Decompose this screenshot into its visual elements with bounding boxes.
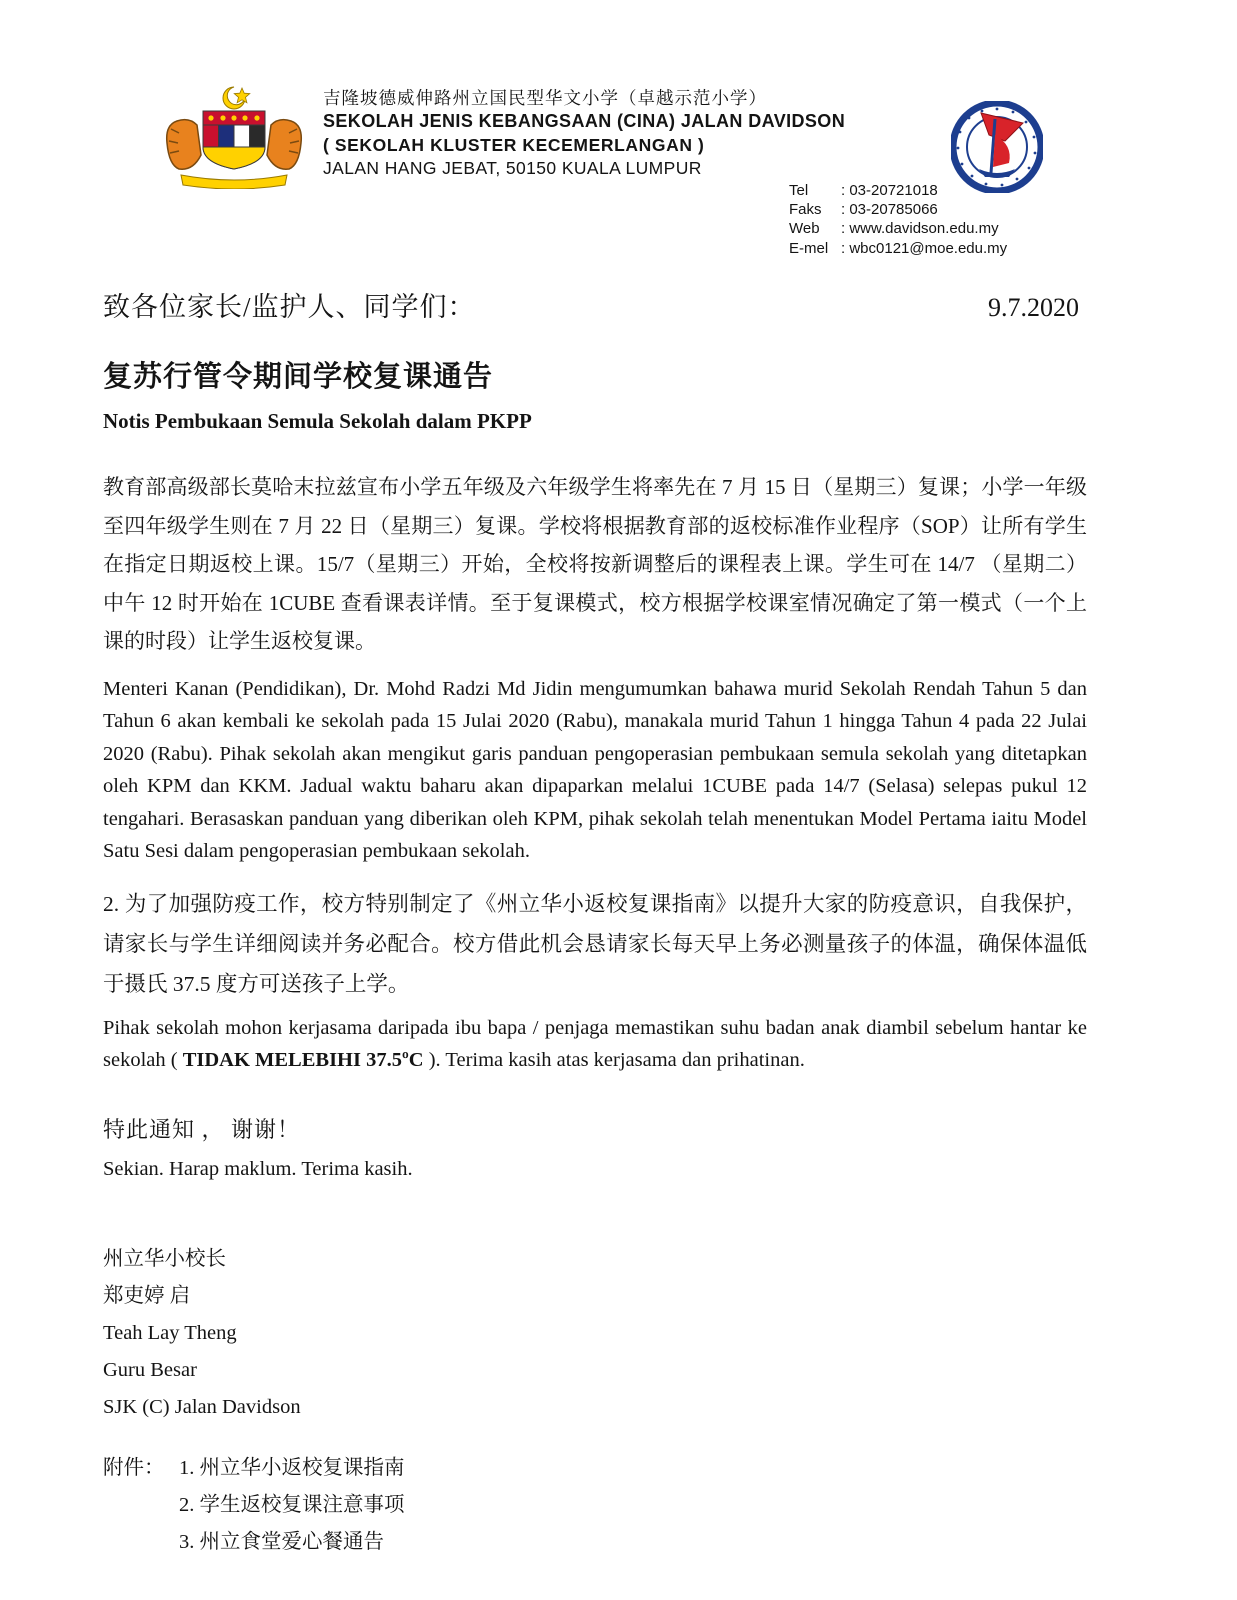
paragraph-2-malay-bold: TIDAK MELEBIHI 37.5ºC — [182, 1049, 424, 1071]
school-name-chinese: 吉隆坡德威伸路州立国民型华文小学（卓越示范小学） — [323, 88, 767, 108]
signature-name-chinese: 郑吏婷 启 — [103, 1284, 191, 1307]
signature-title-chinese: 州立华小校长 — [103, 1247, 226, 1270]
contact-email-label: E-mel — [789, 239, 829, 257]
salutation: 致各位家长/监护人、同学们： — [103, 292, 476, 322]
malaysia-coat-of-arms-logo — [163, 85, 305, 189]
signature-position: Guru Besar — [103, 1358, 197, 1381]
contact-faks-label: Faks — [789, 201, 822, 219]
closing-malay: Sekian. Harap maklum. Terima kasih. — [103, 1157, 413, 1180]
attachments-section — [103, 1450, 1087, 1561]
attachment-item-3: 3. 州立食堂爱心餐通告 — [179, 1530, 384, 1553]
letter-title-chinese: 复苏行管令期间学校复课通告 — [103, 361, 494, 393]
contact-email-value: : wbc0121@moe.edu.my — [841, 239, 1008, 257]
attachment-item-2: 2. 学生返校复课注意事项 — [179, 1493, 405, 1516]
salutation-row — [103, 285, 1087, 324]
contact-tel — [789, 181, 1007, 200]
contact-tel-value: : 03-20721018 — [841, 182, 938, 199]
paragraph-1-chinese: 教育部高级部长莫哈末拉兹宣布小学五年级及六年级学生将率先在 7 月 15 日（星期三）复课；小学一年级至四年级学生则在 7 月 22 日（星期三）复课。学校将根据教育部的返校标准作业程序（SOP）让所有学生在指定日期返校上课。15/7（星期三）开始，全校将按新调整后的课程表上课。学生可在 14/7 （星期二）中午 12 时开始在 1CUBE 查看课表详情。至于复课模式，校方根据学校课室情况确定了第一模式（一个上课的时段）让学生返校复课。 — [103, 475, 1087, 653]
contact-block — [789, 181, 1007, 258]
attachments-label: 附件： — [103, 1456, 165, 1479]
letter-date: 9.7.2020 — [988, 293, 1079, 322]
school-badge-logo — [951, 101, 1043, 193]
closing-chinese: 特此通知 ， 谢谢！ — [103, 1116, 301, 1142]
school-address: JALAN HANG JEBAT, 50150 KUALA LUMPUR — [323, 157, 702, 178]
paragraph-1-malay: Menteri Kanan (Pendidikan), Dr. Mohd Radzi Md Jidin mengumumkan bahawa murid Sekolah Rendah Tahun 5 dan Tahun 6 akan kembali ke sekolah pada 15 Julai 2020 (Rabu), manakala murid Tahun 1 hingga Tahun 4 pada 22 Julai 2020 (Rabu). Pihak sekolah akan mengikut garis panduan pengoperasian pembukaan semula sekolah yang ditetapkan oleh KPM dan KKM. Jadual waktu baharu akan dipaparkan melalui 1CUBE pada 14/7 (Selasa) selepas pukul 12 tengahari. Berasaskan panduan yang diberikan oleh KPM, pihak sekolah telah menentukan Model Pertama iaitu Model Satu Sesi dalam pengoperasian pembukaan sekolah. — [103, 677, 1087, 862]
school-info-block — [323, 87, 845, 180]
contact-email — [789, 239, 1007, 258]
signature-block — [103, 1241, 1087, 1426]
signature-name-english: Teah Lay Theng — [103, 1321, 237, 1344]
contact-web-label: Web — [789, 220, 820, 238]
letterhead — [103, 85, 1087, 263]
school-cluster-line: ( SEKOLAH KLUSTER KECEMERLANGAN ) — [323, 134, 705, 155]
paragraph-2-malay-pre: Pihak sekolah mohon kerjasama daripada ibu bapa / penjaga memastikan suhu badan anak diambil sebelum hantar ke sekolah ( — [103, 1016, 1087, 1071]
paragraph-2-chinese: 2. 为了加强防疫工作，校方特别制定了《州立华小返校复课指南》以提升大家的防疫意识，自我保护，请家长与学生详细阅读并务必配合。校方借此机会恳请家长每天早上务必测量孩子的体温，确保体温低于摄氏 37.5 度方可送孩子上学。 — [103, 891, 1087, 996]
contact-tel-label: Tel — [789, 182, 809, 199]
attachments-list — [179, 1450, 405, 1561]
attachment-item-1: 1. 州立华小返校复课指南 — [179, 1456, 405, 1479]
contact-web — [789, 219, 1007, 238]
school-name-malay: SEKOLAH JENIS KEBANGSAAN (CINA) JALAN DAVIDSON — [323, 111, 846, 132]
contact-faks — [789, 200, 1007, 219]
contact-web-value: : www.davidson.edu.my — [841, 220, 999, 238]
letter-title-malay: Notis Pembukaan Semula Sekolah dalam PKPP — [103, 409, 532, 433]
contact-faks-value: : 03-20785066 — [841, 201, 938, 219]
signature-school: SJK (C) Jalan Davidson — [103, 1395, 301, 1418]
paragraph-2-malay-post: ). Terima kasih atas kerjasama dan prihatinan. — [423, 1049, 805, 1071]
paragraph-2-malay — [103, 1012, 1087, 1077]
